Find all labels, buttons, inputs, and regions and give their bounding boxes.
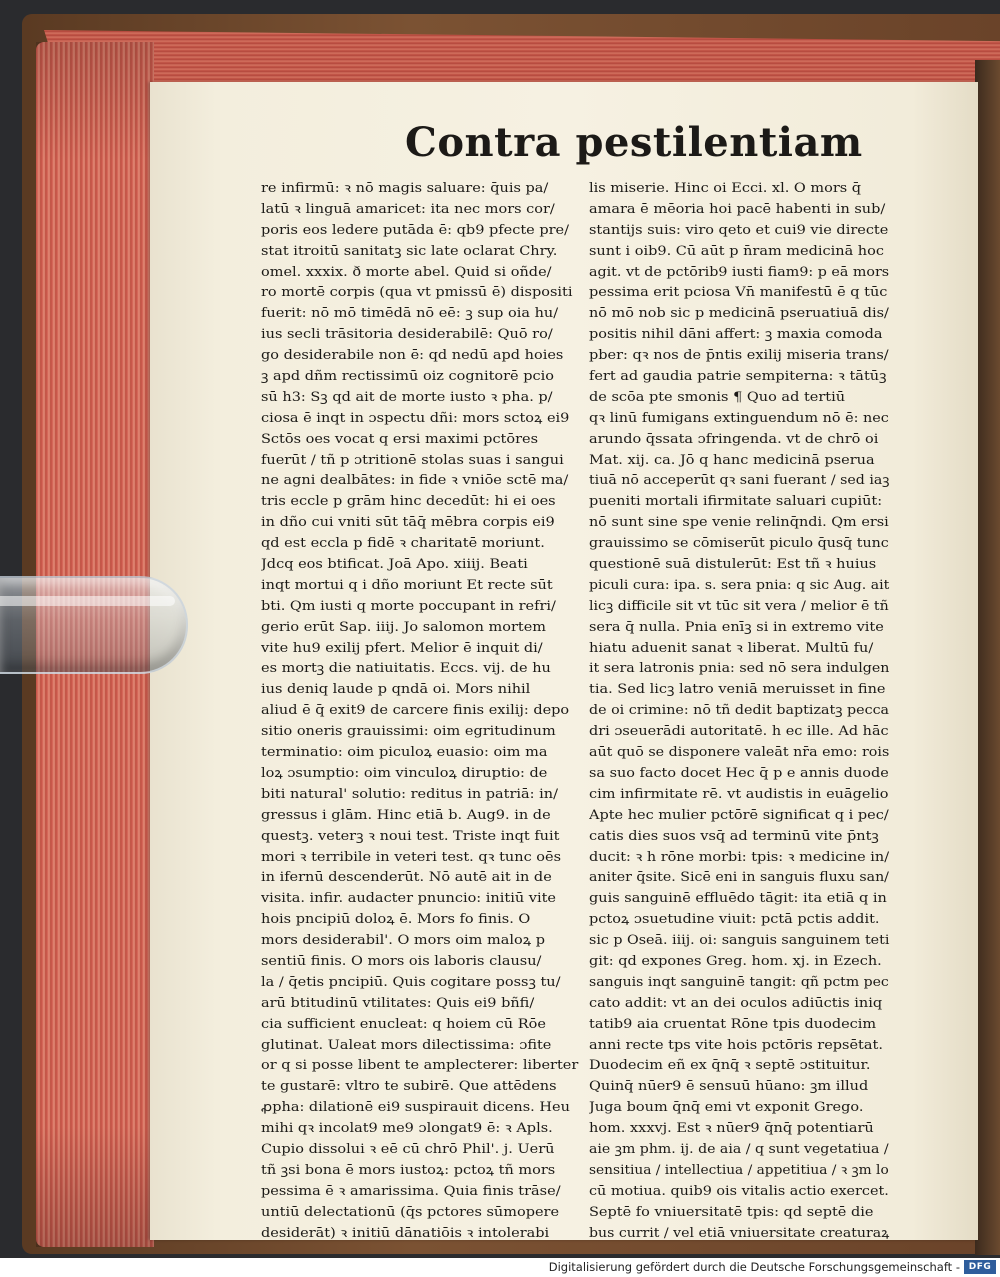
text-line: in dño cui vniti sūt tāq̄ mēbra corpis ei9: [261, 514, 555, 530]
text-line: Septē fo vniuersitatē tpis: qd septē die: [589, 1203, 874, 1219]
text-line: es mortꝫ die natiuitatis. Eccs. vij. de hu: [261, 660, 551, 676]
text-line: tñ ꝫsi bona ē mors iustoꝝ: pctoꝝ tñ mors: [261, 1161, 556, 1177]
text-line: it sera latronis pnia: sed nō sera indulgen: [589, 660, 890, 676]
text-line: stantijs suis: viro qeto et cui9 vie directe: [589, 221, 889, 237]
text-line: Mat. xij. ca. Jō q hanc medicinā pserua: [589, 451, 875, 467]
text-line: ꝓpha: dilationē ei9 suspirauit dicens. Heu: [261, 1099, 570, 1115]
text-line: de oi crimine: nō tñ dedit baptizatꝫ pecca: [589, 702, 890, 718]
text-line: aliud ē q̄ exit9 de carcere finis exilij: depo: [261, 702, 570, 718]
text-line: sa suo facto docet Hec q̄ p e annis duode: [589, 764, 889, 780]
text-line: Sctōs oes vocat q ersi maximi pctōres: [261, 430, 539, 446]
text-line: ducit: ꝛ h rōne morbi: tpis: ꝛ medicine in/: [589, 848, 890, 864]
text-line: pessima erit pciosa Vn̄ manifestū ē q tūc: [589, 284, 888, 300]
text-line: visita. infir. audacter pnuncio: initiū vite: [261, 890, 556, 906]
text-line: guis sanguinē effluēdo tāgit: ita etiā q in: [589, 890, 887, 906]
text-line: aie ꝫm phm. ij. de aia / q sunt vegetatiua /: [589, 1140, 889, 1156]
text-line: dri ɔseuerādi autoritatē. h ec ille. Ad hāc: [589, 723, 889, 739]
text-line: omel. xxxix. ð morte abel. Quid si oñde/: [261, 263, 552, 279]
text-line: fert ad gaudia patrie sempiterna: ꝛ tātūꝫ: [589, 368, 887, 384]
text-line: sensitiua / intellectiua / appetitiua / ꝛ ꝫm lo: [589, 1161, 889, 1177]
text-line: cim infirmitate rē. vt audistis in euāgelio: [589, 785, 889, 801]
text-line: agit. vt de pctōrib9 iusti fiam9: p eā mors: [589, 263, 890, 279]
text-line: ius deniq laude p qndā oi. Mors nihil: [261, 681, 531, 697]
text-line: sic p Oseā. iiij. oi: sanguis sanguinem teti: [589, 932, 890, 948]
text-line: tia. Sed licꝫ latro veniā meruisset in fine: [589, 681, 886, 697]
text-line: catis dies suos vsq̄ ad terminū vite p̄ntꝫ: [589, 827, 879, 843]
text-line: fuerūt / tñ p ɔtritionē stolas suas i sangui: [261, 451, 564, 467]
text-line: inqt mortui q i dño moriunt Et recte sūt: [261, 576, 553, 592]
funding-credit: Digitalisierung gefördert durch die Deutsche Forschungsgemeinschaft -: [548, 1260, 960, 1274]
text-line: tiuā nō acceperūt qꝛ sani fuerant / sed iaꝫ: [589, 472, 890, 488]
text-line: pctoꝝ ɔsuetudine viuit: pctā pctis addit.: [589, 911, 880, 927]
text-line: aūt quō se disponere valeāt nr̄a emo: rois: [589, 744, 890, 760]
text-line: Cupio dissolui ꝛ eē cū chrō Phil'. j. Uerū: [261, 1140, 555, 1156]
text-line: tris eccle p grām hinc decedūt: hi ei oes: [261, 493, 556, 509]
text-line: stat itroitū sanitatꝫ sic late oclarat Chry.: [261, 242, 558, 258]
text-line: cia sufficient enucleat: q hoiem cū Rōe: [261, 1015, 546, 1031]
text-line: in ifernū descenderūt. Nō autē ait in de: [261, 869, 552, 885]
text-line: sū h3: Sꝫ qd ait de morte iusto ꝛ pha. p/: [261, 388, 553, 404]
text-column-right: [589, 178, 889, 1243]
text-line: pber: qꝛ nos de p̄ntis exilij miseria trans/: [589, 347, 889, 363]
text-line: untiū delectationū (q̄s pctores sūmopere: [261, 1203, 560, 1219]
text-line: sunt i oib9. Cū aūt p n̄ram medicinā hoc: [589, 242, 884, 258]
text-line: ne agni dealbātes: in fide ꝛ vniōe sctē ma/: [261, 472, 569, 488]
text-line: latū ꝛ linguā amaricet: ita nec mors cor/: [261, 200, 555, 216]
text-line: licꝫ difficile sit vt tūc sit vera / melior ē tñ: [589, 597, 889, 613]
text-line: questꝫ. veterꝫ ꝛ noui test. Triste inqt fuit: [261, 827, 560, 843]
text-line: Juga boum q̄nq̄ emi vt exponit Grego.: [589, 1099, 864, 1115]
text-line: pessima ē ꝛ amarissima. Quia finis trāse/: [261, 1182, 561, 1198]
text-line: sera q̄ nulla. Pnia enīꝫ si in extremo vite: [589, 618, 884, 634]
text-line: Quinq̄ nūer9 ē sensuū hūano: ꝫm illud: [589, 1078, 869, 1094]
text-line: grauissimo se cōmiserūt piculo q̄usq̄ tunc: [589, 535, 889, 551]
text-line: poris eos ledere putāda ē: qb9 pfecte pre/: [261, 221, 569, 237]
text-line: mori ꝛ terribile in veteri test. qꝛ tunc oēs: [261, 848, 562, 864]
text-line: mihi qꝛ incolat9 me9 ɔlongat9 ē: ꝛ Apls.: [261, 1120, 553, 1136]
text-line: or q si posse libent te amplecterer: liberter: [261, 1057, 579, 1073]
text-line: sentiū finis. O mors ois laboris clausu/: [261, 952, 542, 968]
text-line: qꝛ linū fumigans extinguendum nō ē: nec: [589, 409, 889, 425]
footer-bar: [0, 1258, 1000, 1277]
text-line: cū motiua. quib9 ois vitalis actio exercet.: [589, 1182, 889, 1198]
text-line: mors desiderabil'. O mors oim maloꝝ p: [261, 932, 545, 948]
text-line: Apte hec mulier pctōrē significat q i pec/: [589, 806, 889, 822]
text-column-left: [261, 178, 583, 1243]
text-line: arundo q̄ssata ɔfringenda. vt de chrō oi: [589, 430, 879, 446]
page-title: Contra pestilentiam: [405, 119, 863, 166]
text-line: gerio erūt Sap. iiij. Jo salomon mortem: [261, 618, 547, 634]
text-line: nō sunt sine spe venie relinq̄ndi. Qm ersi: [589, 514, 889, 530]
text-line: sitio oneris grauissimi: oim egritudinum: [261, 723, 556, 739]
text-line: bus currit / vel etiā vniuersitate creaturaꝝ: [589, 1224, 890, 1240]
text-line: de scōa pte smonis ¶ Quo ad tertiū: [589, 388, 846, 404]
text-line: nō mō nob sic p medicinā pseruatiuā dis/: [589, 305, 889, 321]
text-line: te gustarē: vltro te subirē. Que attēdens: [261, 1078, 557, 1094]
text-line: anni recte tps vite hois pctōris repsētat.: [589, 1036, 883, 1052]
text-line: ro mortē corpis (qua vt pmissū ē) dispositi: [261, 284, 573, 300]
text-line: loꝝ ɔsumptio: oim vinculoꝝ diruptio: de: [261, 764, 548, 780]
text-line: cato addit: vt an dei oculos adiūctis iniq: [589, 994, 883, 1010]
text-line: gressus i glām. Hinc etiā b. Aug9. in de: [261, 806, 551, 822]
text-line: pueniti mortali ifirmitate saluari cupiūt:: [589, 493, 883, 509]
text-line: Jdcq eos btificat. Joā Apo. xiiij. Beati: [261, 556, 528, 572]
text-line: hom. xxxvj. Est ꝛ nūer9 q̄nq̄ potentiarū: [589, 1120, 874, 1136]
text-line: lis miserie. Hinc oi Ecci. xl. O mors q̄: [589, 180, 862, 195]
text-line: desiderāt) ꝛ initiū dānatiōis ꝛ intolerabi: [261, 1224, 550, 1240]
text-line: qd est eccla p fidē ꝛ charitatē moriunt.: [261, 535, 545, 551]
text-line: terminatio: oim piculoꝝ euasio: oim ma: [261, 744, 548, 760]
text-line: go desiderabile non ē: qd nedū apd hoies: [261, 347, 564, 363]
text-line: fuerit: nō mō timēdā nō eē: ꝫ sup oia hu/: [261, 305, 559, 321]
dfg-logo-icon: DFG: [964, 1260, 996, 1274]
text-line: biti natural' solutio: reditus in patriā: in/: [261, 785, 559, 801]
text-line: sanguis inqt sanguinē tangit: qñ pctm pec: [589, 973, 889, 989]
text-line: ꝫ apd dñm rectissimū oiz cognitorē pcio: [261, 368, 554, 384]
text-line: bti. Qm iusti q morte poccupant in refri/: [261, 597, 556, 613]
text-line: hois pncipiū doloꝝ ē. Mors fo finis. O: [261, 911, 531, 927]
text-line: git: qd expones Greg. hom. xj. in Ezech.: [589, 952, 882, 968]
text-line: glutinat. Ualeat mors dilectissima: ɔfite: [261, 1036, 552, 1052]
text-line: re infirmū: ꝛ nō magis saluare: q̄uis pa/: [261, 180, 549, 195]
text-line: questionē suā distulerūt: Est tñ ꝛ huius: [589, 556, 877, 572]
text-line: amara ē mēoria hoi pacē habenti in sub/: [589, 200, 886, 216]
text-line: positis nihil dāni affert: ꝫ maxia comoda: [589, 326, 883, 342]
text-line: la / q̄etis pncipiū. Quis cogitare possꝫ tu/: [261, 973, 561, 989]
text-line: ciosa ē inqt in ɔspectu dñi: mors sctoꝝ ei9: [261, 409, 570, 425]
text-line: aniter q̄site. Sicē eni in sanguis fluxu san/: [589, 869, 889, 885]
text-line: tatib9 aia cruentat Rōne tpis duodecim: [589, 1015, 877, 1031]
text-line: arū btitudinū vtilitates: Quis ei9 bñfi/: [261, 994, 535, 1010]
text-line: piculi cura: ipa. s. sera pnia: q sic Aug. ait: [589, 576, 890, 592]
text-line: hiatu aduenit sanat ꝛ liberat. Multū fu/: [589, 639, 874, 655]
binding-edge: [975, 60, 1000, 1255]
text-line: ius secli trāsitoria desiderabilē: Quō ro/: [261, 326, 553, 342]
text-line: vite hu9 exilij pfert. Melior ē inquit di/: [261, 639, 543, 655]
glass-page-weight: [0, 576, 188, 674]
text-line: Duodecim eñ ex q̄nq̄ ꝛ septē ɔstituitur.: [589, 1057, 871, 1073]
